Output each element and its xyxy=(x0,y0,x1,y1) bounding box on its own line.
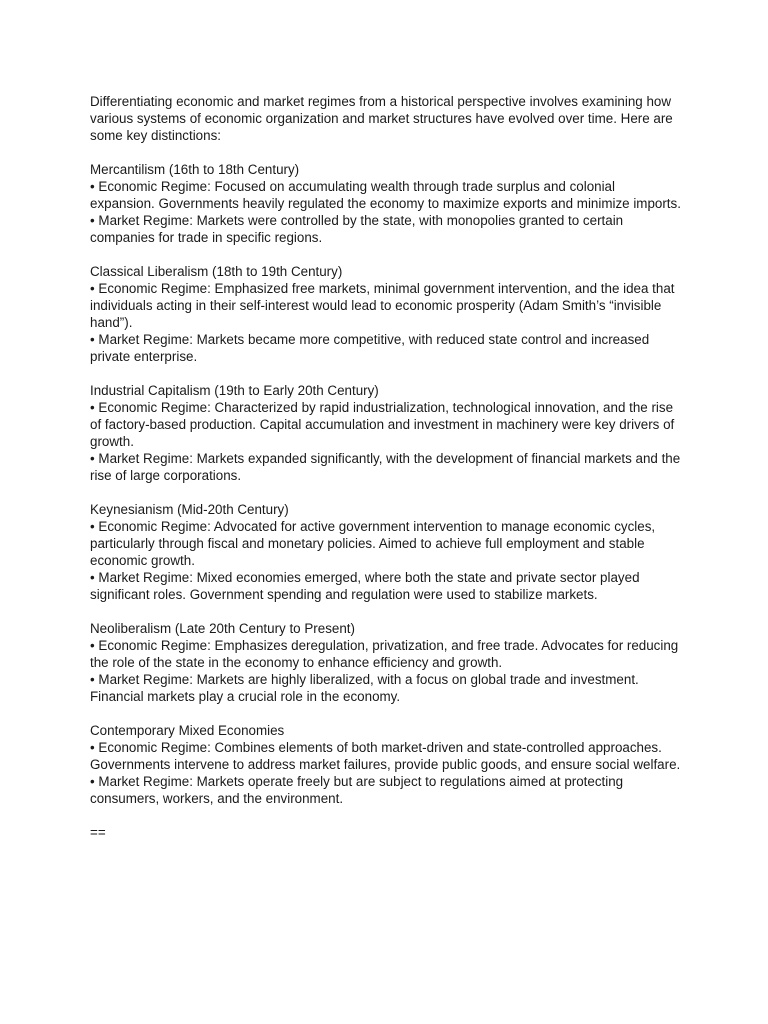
section-mercantilism xyxy=(90,161,682,246)
section-heading: Industrial Capitalism (19th to Early 20th Century) xyxy=(90,383,379,398)
section-heading: Keynesianism (Mid-20th Century) xyxy=(90,502,289,517)
section-heading: Contemporary Mixed Economies xyxy=(90,723,285,738)
economic-regime-bullet: • Economic Regime: Combines elements of both market-driven and state-controlled approaches. Governments intervene to address market failures, provide public goods, and ensure social welfare. xyxy=(90,740,681,772)
economic-regime-bullet: • Economic Regime: Focused on accumulating wealth through trade surplus and colonial expansion. Governments heavily regulated the economy to maximize exports and minimize imports. xyxy=(90,179,681,211)
section-contemporary-mixed-economies xyxy=(90,722,682,807)
section-classical-liberalism xyxy=(90,263,682,365)
market-regime-bullet: • Market Regime: Markets expanded significantly, with the development of financial markets and the rise of large corporations. xyxy=(90,451,681,483)
section-heading: Neoliberalism (Late 20th Century to Present) xyxy=(90,621,355,636)
section-industrial-capitalism xyxy=(90,382,682,484)
section-keynesianism xyxy=(90,501,682,603)
market-regime-bullet: • Market Regime: Markets are highly liberalized, with a focus on global trade and investment. Financial markets play a crucial role in the economy. xyxy=(90,672,639,704)
economic-regime-bullet: • Economic Regime: Advocated for active government intervention to manage economic cycles, particularly through fiscal and monetary policies. Aimed to achieve full employment and stable economic growth. xyxy=(90,519,656,568)
market-regime-bullet: • Market Regime: Mixed economies emerged, where both the state and private sector played significant roles. Government spending and regulation were used to stabilize markets. xyxy=(90,570,640,602)
economic-regime-bullet: • Economic Regime: Emphasized free markets, minimal government intervention, and the idea that individuals acting in their self-interest would lead to economic prosperity (Adam Smith’s “invisible hand”). xyxy=(90,281,675,330)
end-marker: == xyxy=(90,825,106,840)
intro-paragraph: Differentiating economic and market regimes from a historical perspective involves examining how various systems of economic organization and market structures have evolved over time. Here are some key distinctions: xyxy=(90,94,673,143)
section-heading: Mercantilism (16th to 18th Century) xyxy=(90,162,300,177)
section-heading: Classical Liberalism (18th to 19th Century) xyxy=(90,264,343,279)
economic-regime-bullet: • Economic Regime: Emphasizes deregulation, privatization, and free trade. Advocates for reducing the role of the state in the economy to enhance efficiency and growth. xyxy=(90,638,679,670)
market-regime-bullet: • Market Regime: Markets were controlled by the state, with monopolies granted to certain companies for trade in specific regions. xyxy=(90,213,624,245)
market-regime-bullet: • Market Regime: Markets became more competitive, with reduced state control and increased private enterprise. xyxy=(90,332,650,364)
section-neoliberalism xyxy=(90,620,682,705)
document-page xyxy=(90,93,682,841)
economic-regime-bullet: • Economic Regime: Characterized by rapid industrialization, technological innovation, and the rise of factory-based production. Capital accumulation and investment in machinery were key drivers of growth. xyxy=(90,400,675,449)
market-regime-bullet: • Market Regime: Markets operate freely but are subject to regulations aimed at protecting consumers, workers, and the environment. xyxy=(90,774,624,806)
